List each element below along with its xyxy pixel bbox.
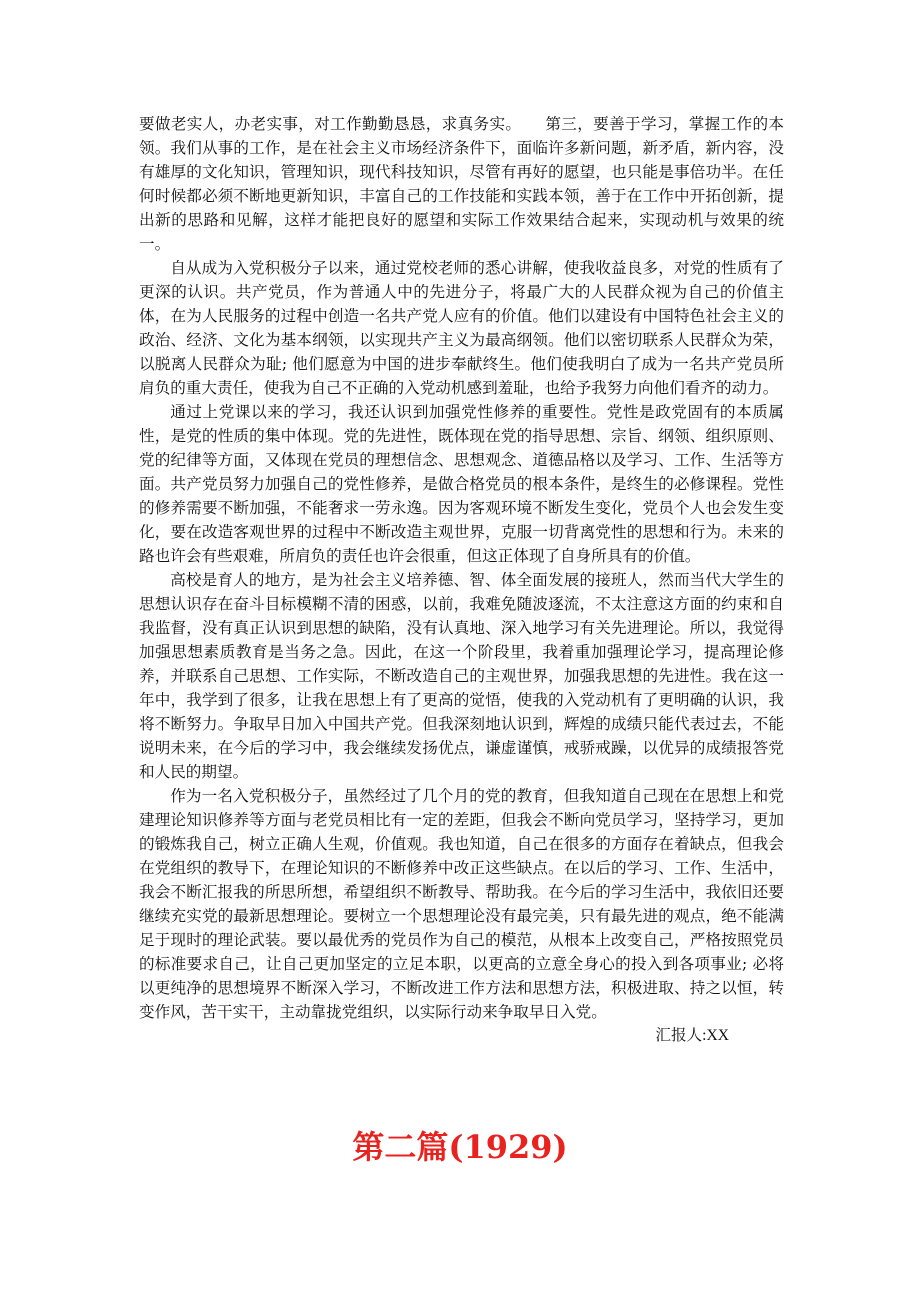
paragraph-5: 作为一名入党积极分子，虽然经过了几个月的党的教育，但我知道自己现在在思想上和党建理论知识修养等方面与老党员相比有一定的差距，但我会不断向党员学习，坚持学习，更加的锻炼我自己，树立正确人生观，价值观。我也知道，自己在很多的方面存在着缺点，但我会在党组织的教导下，在理论知识的不断修养中改正这些缺点。在以后的学习、工作、生活中，我会不断汇报我的所思所想，希望组织不断教导、帮助我。在今后的学习生活中，我依旧还要继续充实党的最新思想理论。要树立一个思想理论没有最完美，只有最先进的观点，绝不能满足于现时的理论武装。要以最优秀的党员作为自己的模范，从根本上改变自己，严格按照党员的标准要求自己，让自己更加坚定的立足本职，以更高的立意全身心的投入到各项事业; 必将以更纯净的思想境界不断深入学习，不断改进工作方法和思想方法，积极进取、持之以恒，转变作风，苦干实干，主动靠拢党组织，以实际行动来争取早日入党。 bbox=[139, 787, 784, 1021]
paragraph-3: 通过上党课以来的学习，我还认识到加强党性修养的重要性。党性是政党固有的本质属性，是党的性质的集中体现。党的先进性，既体现在党的指导思想、宗旨、纲领、组织原则、党的纪律等方面，又体现在党员的理想信念、思想观念、道德品格以及学习、工作、生活等方面。共产党员努力加强自己的党性修养，是做合格党员的根本条件，是终生的必修课程。党性的修养需要不断加强，不能奢求一劳永逸。因为客观环境不断发生变化，党员个人也会发生变化，要在改造客观世界的过程中不断改造主观世界，克服一切背离党性的思想和行为。未来的路也许会有些艰难，所肩负的责任也许会很重，但这正体现了自身所具有的价值。 bbox=[139, 403, 784, 565]
paragraph-2: 自从成为入党积极分子以来，通过党校老师的悉心讲解，使我收益良多，对党的性质有了更深的认识。共产党员，作为普通人中的先进分子，将最广大的人民群众视为自己的价值主体，在为人民服务的过程中创造一名共产党人应有的价值。他们以建设有中国特色社会主义的政治、经济、文化为基本纲领，以实现共产主义为最高纲领。他们以密切联系人民群众为荣，以脱离人民群众为耻; 他们愿意为中国的进步奉献终生。他们使我明白了成为一名共产党员所肩负的重大责任，使我为自己不正确的入党动机感到羞耻，也给予我努力向他们看齐的动力。 bbox=[139, 259, 784, 397]
paragraph-4: 高校是育人的地方，是为社会主义培养德、智、体全面发展的接班人，然而当代大学生的思想认识存在奋斗目标模糊不清的困惑，以前，我难免随波逐流，不太注意这方面的约束和自我监督，没有真正认识到思想的缺陷，没有认真地、深入地学习有关先进理论。所以，我觉得加强思想素质教育是当务之急。因此，在这一个阶段里，我着重加强理论学习，提高理论修养，并联系自己思想、工作实际，不断改造自己的主观世界，加强我思想的先进性。我在这一年中，我学到了很多，让我在思想上有了更高的觉悟，使我的入党动机有了更明确的认识，我将不断努力。争取早日加入中国共产党。但我深刻地认识到，辉煌的成绩只能代表过去，不能说明未来，在今后的学习中，我会继续发扬优点，谦虚谨慎，戒骄戒躁，以优异的成绩报答党和人民的期望。 bbox=[139, 571, 784, 781]
document-body bbox=[139, 112, 784, 1048]
paragraph-1: 要做老实人，办老实事，对工作勤勤恳恳，求真务实。 第三，要善于学习，掌握工作的本领。我们从事的工作，是在社会主义市场经济条件下，面临许多新问题，新矛盾，新内容，没有雄厚的文化知识，管理知识，现代科技知识，尽管有再好的愿望，也只能是事倍功半。在任何时候都必须不断地更新知识，丰富自己的工作技能和实践本领，善于在工作中开拓创新，提出新的思路和见解，这样才能把良好的愿望和实际工作效果结合起来，实现动机与效果的统一。 bbox=[139, 115, 784, 253]
signature: 汇报人:XX bbox=[655, 1027, 729, 1044]
chapter-title: 第二篇(1929) bbox=[352, 1128, 568, 1166]
